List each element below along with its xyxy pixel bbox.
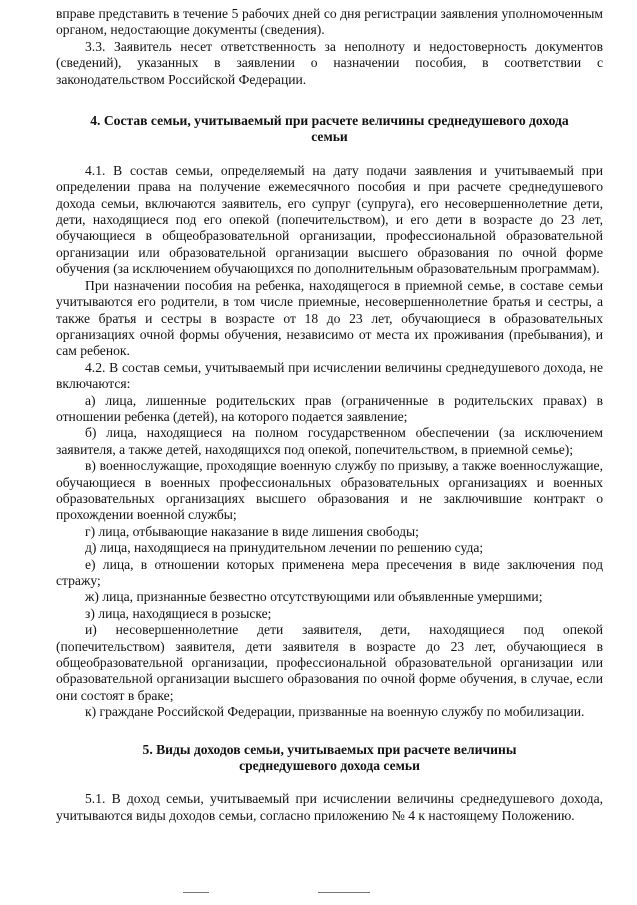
paragraph-4-1: 4.1. В состав семьи, определяемый на дату подачи заявления и учитываемый при определении права на получение ежемесячного пособия и при расчете среднедушевого дохода семьи, включаются заявитель, его супруг (супруга), его несовершеннолетние дети, дети, находящиеся под его опекой (попечительством), и его дети в возрасте до 23 лет, обучающиеся в общеобразовательной организации, профессиональной образовательной организации или образовательной организации высшего образования по очной форме обучения (за исключением обучающихся по дополнительным образовательным программам). xyxy=(56,162,603,277)
section-4-heading-line2: семьи xyxy=(311,129,348,145)
paragraph-5-1: 5.1. В доход семьи, учитываемый при исчислении величины среднедушевого дохода, учитываются виды доходов семьи, согласно приложению № 4 к настоящему Положению. xyxy=(56,791,603,823)
section-5-heading-line1: 5. Виды доходов семьи, учитываемых при расчете величины xyxy=(142,741,517,757)
list-item-zh: ж) лица, признанные безвестно отсутствующими или объявленные умершими; xyxy=(85,589,543,605)
list-item-b: б) лица, находящиеся на полном государственном обеспечении (за исключением заявителя, а также детей, находящихся под опекой, попечительством, в приемной семье); xyxy=(56,425,603,457)
list-item-a: а) лица, лишенные родительских прав (ограниченные в родительских правах) в отношении ребенка (детей), на которого подается заявление; xyxy=(56,392,603,424)
section-4-heading xyxy=(56,113,603,146)
document-page xyxy=(56,6,603,824)
list-item-d: д) лица, находящиеся на принудительном лечении по решению суда; xyxy=(85,540,484,556)
list-item-k: к) граждане Российской Федерации, призванные на военную службу по мобилизации. xyxy=(85,704,585,720)
paragraph-3-3: 3.3. Заявитель несет ответственность за неполноту и недостоверность документов (сведений), указанных в заявлении о назначении пособия, в соответствии с законодательством Российской Федерации. xyxy=(56,38,603,87)
list-item-e: е) лица, в отношении которых применена мера пресечения в виде заключения под стражу; xyxy=(56,556,603,588)
footer-separator-left xyxy=(183,892,209,893)
list-item-z: з) лица, находящиеся в розыске; xyxy=(85,605,272,621)
footer-separator-right xyxy=(318,892,370,893)
list-item-i: и) несовершеннолетние дети заявителя, дети, находящиеся под опекой (попечительством) заявителя, дети заявителя в возрасте до 23 лет, обучающиеся в общеобразовательной организации, профессиональной образовательной организации или образовательной организации высшего образования по очной форме обучения, в случае, если они состоят в браке; xyxy=(56,622,603,703)
list-item-v: в) военнослужащие, проходящие военную службу по призыву, а также военнослужащие, обучающиеся в военных профессиональных образовательных организациях и военных образовательных организациях высшего образования и не заключившие контракт о прохождении военной службы; xyxy=(56,458,603,523)
section-5-heading xyxy=(56,742,603,775)
section-4-heading-line1: 4. Состав семьи, учитываемый при расчете величины среднедушевого дохода xyxy=(90,113,569,129)
paragraph-continuation: вправе представить в течение 5 рабочих дней со дня регистрации заявления уполномоченным органом, недостающие документы (сведения). xyxy=(56,6,603,38)
paragraph-4-2: 4.2. В состав семьи, учитываемый при исчислении величины среднедушевого дохода, не включаются: xyxy=(56,359,603,392)
paragraph-foster-family: При назначении пособия на ребенка, находящегося в приемной семье, в составе семьи учитываются его родители, в том числе приемные, несовершеннолетние братья и сестры, а также братья и сестры в возрасте от 18 до 23 лет, обучающиеся в образовательных организациях очной формы обучения, независимо от места их проживания (пребывания), и сам ребенок. xyxy=(56,277,603,359)
list-item-g: г) лица, отбывающие наказание в виде лишения свободы; xyxy=(85,523,419,539)
section-5-heading-line2: среднедушевого дохода семьи xyxy=(239,758,420,774)
